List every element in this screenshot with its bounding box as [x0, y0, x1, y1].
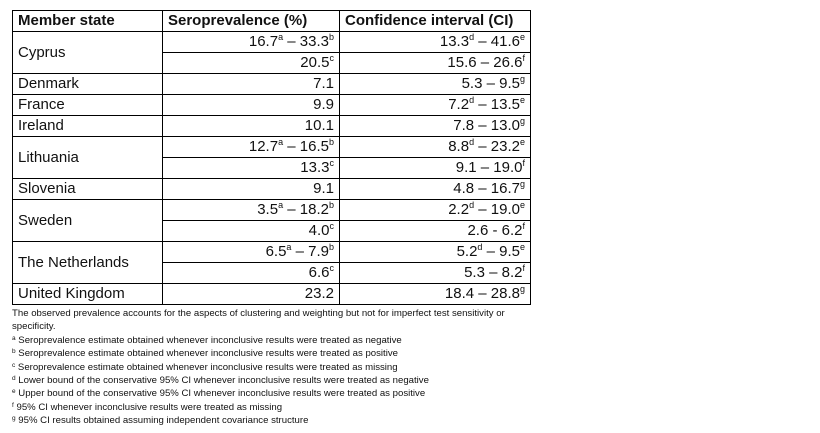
- seroprevalence-cell: 16.7$^a$ – 33.3$^b$: [163, 32, 340, 53]
- confidence-interval-cell: 9.1 – 19.0$^f$: [340, 158, 531, 179]
- footnote-text: 95% CI whenever inconclusive results were treated as missing: [13, 401, 283, 413]
- member-state-cell: Ireland: [13, 116, 163, 137]
- member-state-cell: Sweden: [13, 200, 163, 242]
- confidence-interval-cell: 7.2$^d$ – 13.5e: [340, 95, 531, 116]
- footnote-mark: c: [12, 361, 16, 369]
- footnote-text: Seroprevalence estimate obtained whenever inconclusive results were treated as negative: [15, 334, 402, 346]
- footnote-mark: e: [519, 95, 525, 105]
- footnote-g: [12, 414, 532, 427]
- footnote-mark: a: [286, 242, 292, 252]
- confidence-interval-cell: 5.2$^d$ – 9.5e: [340, 242, 531, 263]
- seroprevalence-table: [12, 10, 531, 305]
- table-body: [13, 32, 531, 305]
- seroprevalence-cell: 13.3$^c$: [163, 158, 340, 179]
- document: [12, 10, 532, 428]
- header-confidence-interval: Confidence interval (CI): [340, 11, 531, 32]
- member-state-cell: Lithuania: [13, 137, 163, 179]
- seroprevalence-cell: 12.7$^a$ – 16.5$^b$: [163, 137, 340, 158]
- footnote-mark: d: [12, 375, 16, 383]
- table-row: [13, 242, 531, 263]
- member-state-cell: United Kingdom: [13, 284, 163, 305]
- table-row: [13, 137, 531, 158]
- footnote-e: [12, 387, 532, 400]
- footnote-mark: f: [12, 401, 14, 409]
- footnote-mark: c: [329, 221, 334, 231]
- seroprevalence-cell: 20.5$^c$: [163, 53, 340, 74]
- footnote-d: [12, 374, 532, 387]
- footnote-mark: d: [469, 200, 475, 210]
- seroprevalence-cell: 7.1: [163, 74, 340, 95]
- footnote-text: Seroprevalence estimate obtained whenever inconclusive results were treated as missing: [15, 361, 398, 373]
- footnote-mark: f: [522, 221, 525, 231]
- member-state-cell: Slovenia: [13, 179, 163, 200]
- footnote-mark: e: [12, 388, 16, 396]
- footnote-mark: a: [278, 200, 284, 210]
- footnote-text: Seroprevalence estimate obtained whenever inconclusive results were treated as positive: [15, 348, 398, 360]
- table-row: [13, 32, 531, 53]
- footnote-mark: b: [328, 32, 334, 42]
- confidence-interval-cell: 7.8 – 13.0$^g$: [340, 116, 531, 137]
- header-member-state: Member state: [13, 11, 163, 32]
- footnote-text: Upper bound of the conservative 95% CI whenever inconclusive results were treated as positive: [15, 388, 426, 400]
- footnote-mark: d: [477, 242, 483, 252]
- footnote-mark: a: [12, 334, 16, 342]
- footnote-mark: e: [519, 32, 525, 42]
- confidence-interval-cell: 4.8 – 16.7$^g$: [340, 179, 531, 200]
- header-seroprevalence: Seroprevalence (%): [163, 11, 340, 32]
- seroprevalence-cell: 9.9: [163, 95, 340, 116]
- confidence-interval-cell: 2.6 - 6.2$^f$: [340, 221, 531, 242]
- confidence-interval-cell: 8.8$^d$ – 23.2e: [340, 137, 531, 158]
- footnote-b: [12, 347, 532, 360]
- footnote-mark: d: [469, 95, 475, 105]
- footnote-mark: b: [328, 137, 334, 147]
- table-row: [13, 74, 531, 95]
- footnote-text: 95% CI results obtained assuming independent covariance structure: [15, 415, 309, 427]
- footnote-list: [12, 334, 532, 428]
- table-row: [13, 179, 531, 200]
- seroprevalence-cell: 23.2: [163, 284, 340, 305]
- footnote-mark: e: [519, 242, 525, 252]
- footnote-mark: f: [522, 53, 525, 63]
- footnote-mark: g: [12, 415, 16, 423]
- confidence-interval-cell: 15.6 – 26.6$^f$: [340, 53, 531, 74]
- footnote-text: Lower bound of the conservative 95% CI whenever inconclusive results were treated as negative: [15, 375, 429, 387]
- confidence-interval-cell: 5.3 – 9.5$^g$: [340, 74, 531, 95]
- seroprevalence-cell: 6.5$^a$ – 7.9$^b$: [163, 242, 340, 263]
- footnote-mark: g: [519, 179, 525, 189]
- seroprevalence-cell: 4.0$^c$: [163, 221, 340, 242]
- footnote-mark: f: [522, 158, 525, 168]
- table-row: [13, 116, 531, 137]
- footnote-mark: a: [278, 137, 284, 147]
- seroprevalence-cell: 10.1: [163, 116, 340, 137]
- table-header-row: [13, 11, 531, 32]
- member-state-cell: Cyprus: [13, 32, 163, 74]
- seroprevalence-cell: 3.5$^a$ – 18.2$^b$: [163, 200, 340, 221]
- footnote-mark: b: [328, 200, 334, 210]
- member-state-cell: France: [13, 95, 163, 116]
- footnote-mark: f: [522, 263, 525, 273]
- table-notes: [12, 307, 532, 428]
- confidence-interval-cell: 18.4 – 28.8$^g$: [340, 284, 531, 305]
- note-main: The observed prevalence accounts for the aspects of clustering and weighting but not for imperfect test sensitivity or specificity.: [12, 308, 505, 333]
- footnote-mark: g: [519, 284, 525, 294]
- confidence-interval-cell: 13.3$^d$ – 41.6e: [340, 32, 531, 53]
- table-row: [13, 200, 531, 221]
- footnote-mark: b: [12, 348, 16, 356]
- footnote-mark: a: [278, 32, 284, 42]
- footnote-mark: c: [329, 263, 334, 273]
- confidence-interval-cell: 5.3 – 8.2$^f$: [340, 263, 531, 284]
- table-row: [13, 95, 531, 116]
- footnote-f: [12, 401, 532, 414]
- footnote-mark: d: [469, 32, 475, 42]
- seroprevalence-cell: 6.6$^c$: [163, 263, 340, 284]
- member-state-cell: Denmark: [13, 74, 163, 95]
- seroprevalence-cell: 9.1: [163, 179, 340, 200]
- footnote-mark: e: [519, 137, 525, 147]
- confidence-interval-cell: 2.2$^d$ – 19.0e: [340, 200, 531, 221]
- footnote-mark: c: [329, 158, 334, 168]
- footnote-mark: g: [519, 116, 525, 126]
- footnote-c: [12, 361, 532, 374]
- footnote-mark: d: [469, 137, 475, 147]
- footnote-mark: e: [519, 200, 525, 210]
- footnote-a: [12, 334, 532, 347]
- member-state-cell: The Netherlands: [13, 242, 163, 284]
- footnote-mark: c: [329, 53, 334, 63]
- footnote-mark: g: [519, 74, 525, 84]
- table-row: [13, 284, 531, 305]
- footnote-mark: b: [328, 242, 334, 252]
